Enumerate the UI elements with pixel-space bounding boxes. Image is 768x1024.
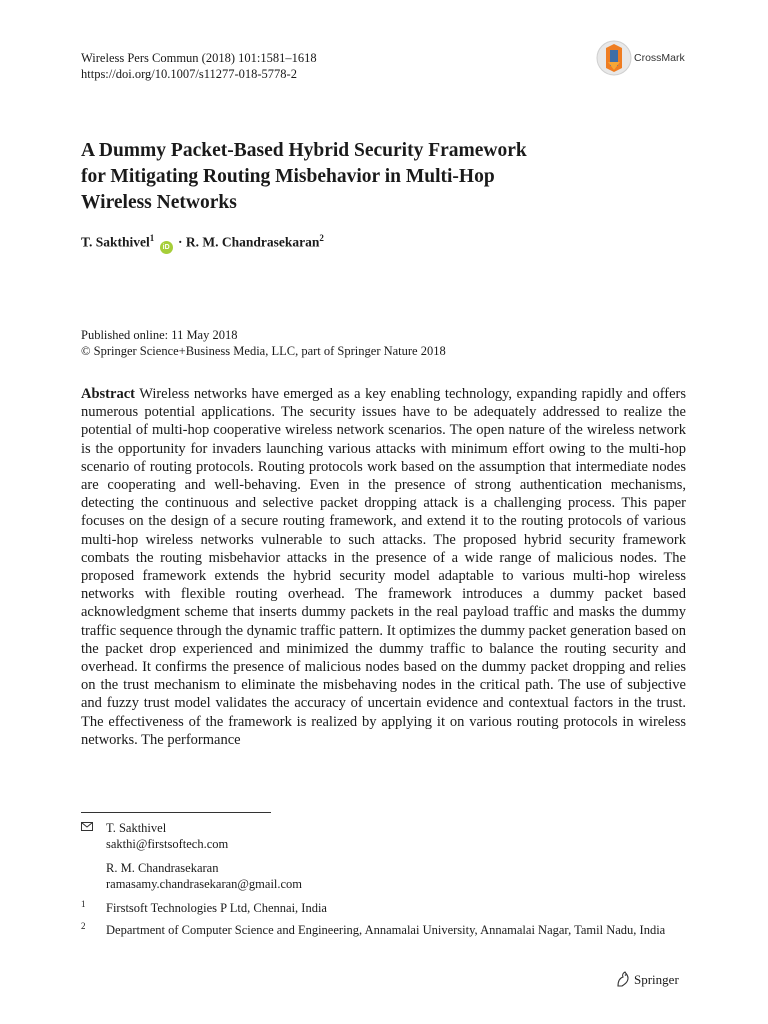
crossmark-icon — [596, 40, 632, 76]
crossmark-badge[interactable] — [596, 40, 696, 76]
title-line: Wireless Networks — [81, 192, 237, 213]
coauthor-name: R. M. Chandrasekaran — [106, 861, 219, 875]
affiliation-number: 2 — [81, 921, 86, 931]
doi-link[interactable]: https://doi.org/10.1007/s11277-018-5778-2 — [81, 67, 297, 81]
affiliation-number: 1 — [81, 899, 86, 909]
article-title — [81, 138, 681, 216]
affiliation-text: Department of Computer Science and Engineering, Annamalai University, Annamalai Nagar, Tamil Nadu, India — [106, 923, 666, 937]
journal-line: Wireless Pers Commun (2018) 101:1581–1618 — [81, 51, 317, 65]
author-list — [81, 233, 324, 254]
author-name[interactable]: R. M. Chandrasekaran — [185, 234, 320, 250]
copyright-notice: © Springer Science+Business Media, LLC, part of Springer Nature 2018 — [81, 344, 446, 358]
author-name[interactable]: T. Sakthivel — [81, 234, 150, 250]
affiliation-text: Firstsoft Technologies P Ltd, Chennai, India — [106, 901, 327, 915]
corresponding-author-email[interactable]: sakthi@firstsoftech.com — [106, 837, 229, 851]
affiliation-marker: 2 — [319, 233, 324, 243]
title-line: for Mitigating Routing Misbehavior in Multi-Hop — [81, 166, 495, 187]
journal-citation — [81, 50, 317, 82]
footnote-divider — [81, 812, 271, 813]
author-separator: · — [178, 234, 183, 250]
envelope-icon — [81, 822, 93, 831]
publication-info — [81, 327, 446, 359]
abstract-label: Abstract — [81, 386, 135, 402]
title-line: A Dummy Packet-Based Hybrid Security Framework — [81, 140, 527, 161]
crossmark-label: CrossMark — [634, 52, 685, 64]
coauthor-email[interactable]: ramasamy.chandrasekaran@gmail.com — [106, 877, 303, 891]
abstract — [81, 385, 686, 749]
affiliation-marker: 1 — [149, 233, 155, 243]
springer-horse-icon — [616, 971, 630, 987]
abstract-text: Wireless networks have emerged as a key enabling technology, expanding rapidly and offers numerous potential applications. The security issues have to be adequately addressed to realize the potential of multi-hop cooperative wireless network scenarios. The open nature of the wireless network is the opportunity for invaders launching various attacks with minimum effort owing to the multi-hop scenario of routing protocols. Routing protocols work based on the assumption that intermediate nodes are cooperating and well-behaving. Even in the presence of strong authentication mechanisms, detecting the continuous and selective packet dropping attack is a challenging process. This paper focuses on the design of a secure routing framework, and extend it to the routing protocols of various multi-hop wireless networks vulnerable to such attacks. The proposed hybrid security framework combats the routing misbehavior attacks in the presence of a wide range of malicious nodes. The proposed framework extends the hybrid security model adaptable to various multi-hop wireless networks with flexible routing overhead. The framework introduces a dummy packet based acknowledgment scheme that inserts dummy packets in the real payload traffic and masks the dummy traffic sequence through the dynamic traffic pattern. It optimizes the dummy packet generation based on the packet drop experienced and minimized the dummy traffic to balance the routing security and overhead. It confirms the presence of malicious nodes based on the dummy packet dropping and relies on the trust mechanism to eliminate the misbehaving nodes in the critical path. The use of subjective and fuzzy trust model validates the accuracy of uncertain evidence and contextual factors in the trust. The effectiveness of the framework is realized by applying it on various routing protocols in wireless networks. The performance — [81, 386, 686, 748]
orcid-icon[interactable]: iD — [160, 241, 173, 254]
publisher-name: Springer — [634, 972, 679, 987]
corresponding-author-name: T. Sakthivel — [106, 821, 167, 835]
publisher-footer — [616, 971, 679, 988]
published-date: Published online: 11 May 2018 — [81, 328, 238, 342]
correspondence-block — [81, 820, 681, 960]
